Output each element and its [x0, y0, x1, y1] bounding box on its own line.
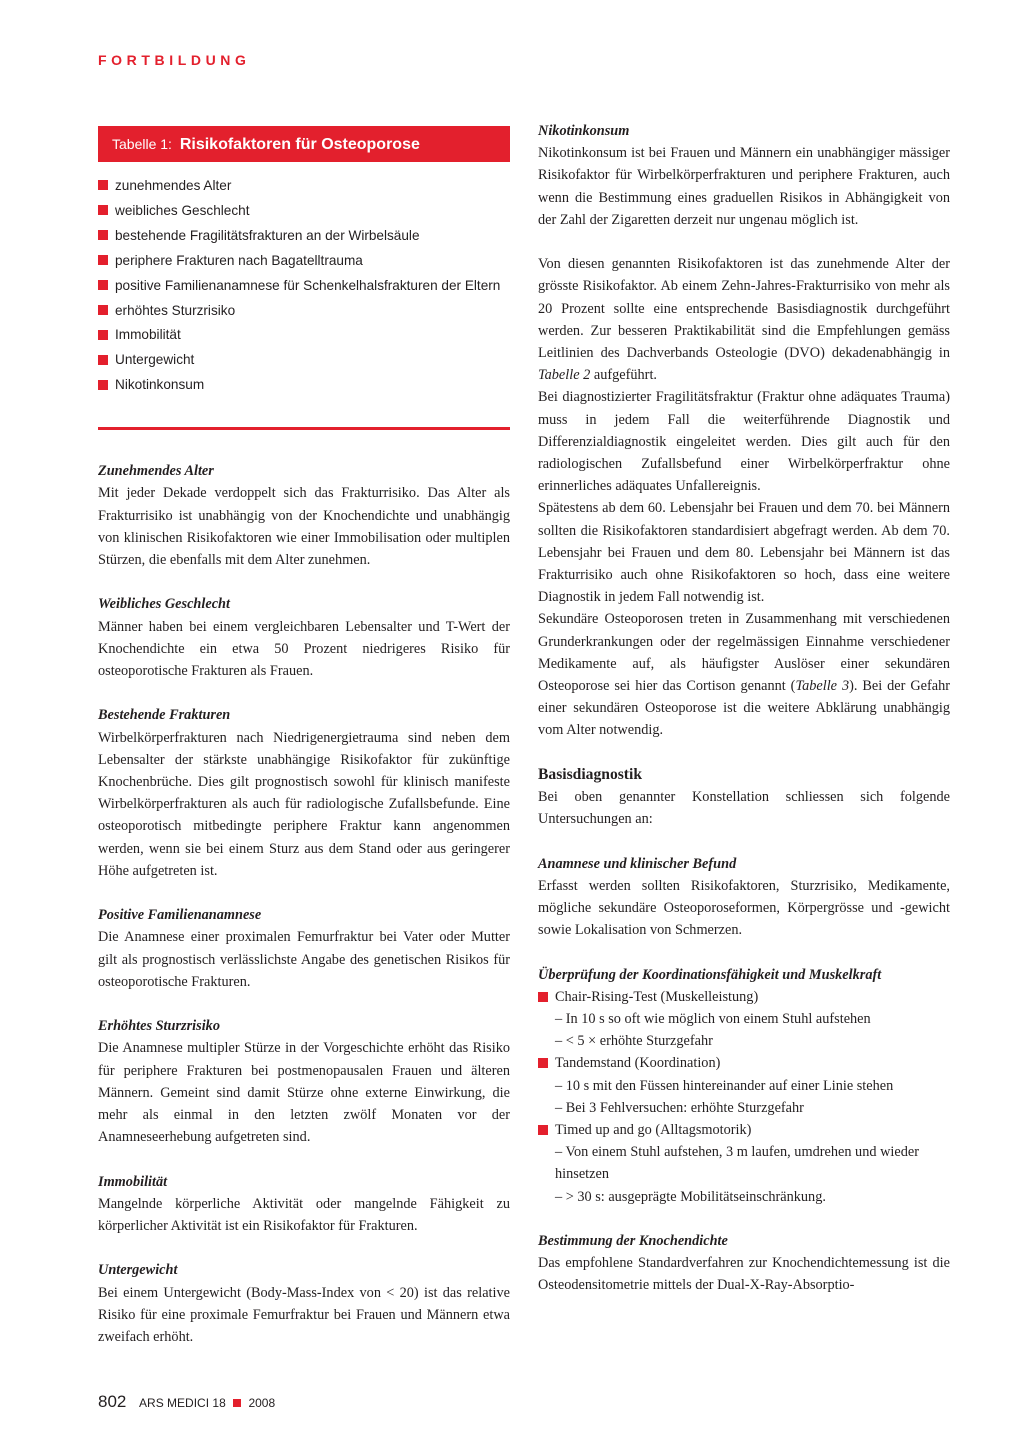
- section-nikotinkonsum: [538, 120, 950, 231]
- section-heading: Bestehende Frakturen: [98, 707, 231, 724]
- list-subitem: – Bei 3 Fehlversuchen: erhöhte Sturzgefahr: [555, 1099, 804, 1116]
- section-weibliches-geschlecht: [98, 593, 510, 682]
- page-number: 802: [98, 1392, 127, 1411]
- test-list: [538, 986, 950, 1208]
- list-subitem: – < 5 × erhöhte Sturzgefahr: [555, 1033, 713, 1050]
- list-item: Chair-Rising-Test (Muskelleistung): [538, 986, 950, 1008]
- list-item: Timed up and go (Alltagsmotorik): [538, 1119, 950, 1141]
- section-text: Die Anamnese einer proximalen Femurfraktur bei Vater oder Mutter gilt als prognostisch verlässlichste Angabe des genetischen Risikos für osteoporotische Frakturen.: [98, 929, 510, 990]
- page-footer: [98, 1392, 275, 1412]
- section-text: Bei einem Untergewicht (Body-Mass-Index von < 20) ist das relative Risiko für eine proximale Femurfraktur bei Frauen und Männern etwa zweifach erhöht.: [98, 1284, 510, 1345]
- paragraph: Sekundäre Osteoporosen treten in Zusammenhang mit verschiedenen Grunderkrankungen oder der regelmässigen Einnahme verschiedener Medikamente auf, als häufigster Auslöser einer sekundären Osteoporose sei hier das Cortison genannt (Tabelle 3). Bei der Gefahr einer sekundären Osteoporose ist die weitere Abklärung unabhängig vom Alter notwendig.: [538, 611, 951, 739]
- square-bullet-icon: [98, 205, 108, 215]
- table-title: Risikofaktoren für Osteoporose: [179, 136, 420, 153]
- section-heading: Zunehmendes Alter: [98, 463, 214, 480]
- subheading: Basisdiagnostik: [538, 765, 643, 783]
- section-heading: Nikotinkonsum: [538, 123, 630, 139]
- square-bullet-icon: [538, 1058, 548, 1068]
- section-koordination: [538, 964, 950, 1208]
- list-item: weibliches Geschlecht: [98, 199, 510, 224]
- section-knochendichte: [538, 1230, 950, 1297]
- body-text-block: [538, 253, 950, 741]
- journal-name: ARS MEDICI 18: [139, 1396, 226, 1410]
- section-untergewicht: [98, 1259, 510, 1348]
- list-item: Untergewicht: [98, 348, 510, 373]
- square-bullet-icon: [98, 355, 108, 365]
- square-bullet-icon: [98, 180, 108, 190]
- list-item: Nikotinkonsum: [98, 373, 510, 398]
- section-basisdiagnostik: [538, 764, 950, 831]
- section-familienanamnese: [98, 904, 510, 993]
- table-bottom-rule: [98, 427, 510, 430]
- section-heading: Bestimmung der Knochendichte: [538, 1233, 728, 1250]
- section-heading: Positive Familienanamnese: [98, 907, 262, 924]
- square-bullet-icon: [98, 255, 108, 265]
- section-anamnese: [538, 853, 950, 942]
- paragraph: Spätestens ab dem 60. Lebensjahr bei Frauen und dem 70. bei Männern sollten die Risikofaktoren standardisiert abgefragt werden. Ab dem 70. Lebensjahr bei Frauen und dem 80. Lebensjahr bei Männern ist das Frakturrisiko auch ohne Risikofaktoren so hoch, dass eine weitere Diagnostik in jedem Fall notwendig ist.: [538, 500, 950, 606]
- journal-year: 2008: [248, 1396, 276, 1410]
- section-text: Wirbelkörperfrakturen nach Niedrigenergietrauma sind neben dem Lebensalter der stärkste unabhängige Risikofaktor für zukünftige Knochenbrüche. Dies gilt prognostisch sowohl für klinisch manifeste Wirbelkörperfrakturen als auch für radiologische Zufallsbefunde. Eine osteoporotisch mitbedingte periphere Fraktur kann angenommen werden, wenn sie bei einem Sturz aus dem Stand oder aus geringerer Höhe aufgetreten ist.: [98, 729, 510, 879]
- section-text: Männer haben bei einem vergleichbaren Lebensalter und T-Wert der Knochendichte ein etwa 50 Prozent niedrigeres Risiko für osteoporotische Frakturen als Frauen.: [98, 618, 510, 679]
- paragraph: Von diesen genannten Risikofaktoren ist das zunehmende Alter der grösste Risikofaktor. Ab einem Zehn-Jahres-Frakturrisiko von mehr als 20 Prozent sollte eine entsprechende Basisdiagnostik durchgeführt werden. Zur besseren Praktikabilität sind die Empfehlungen gemäss Leitlinien des Dachverbands Osteologie (DVO) dekadenabhängig in Tabelle 2 aufgeführt.: [538, 256, 950, 384]
- section-heading: Weibliches Geschlecht: [98, 596, 230, 613]
- section-heading: Untergewicht: [98, 1262, 178, 1279]
- section-heading: Immobilität: [98, 1173, 168, 1190]
- section-text: Mangelnde körperliche Aktivität oder mangelnde Fähigkeit zu körperlicher Aktivität ist ein Risikofaktor für Frakturen.: [98, 1195, 510, 1234]
- section-sturzrisiko: [98, 1015, 510, 1148]
- square-bullet-icon: [538, 992, 548, 1002]
- section-label: FORTBILDUNG: [98, 52, 251, 68]
- section-text: Bei oben genannter Konstellation schliessen sich folgende Untersuchungen an:: [538, 789, 950, 828]
- square-bullet-icon: [98, 380, 108, 390]
- left-column: [98, 126, 510, 1370]
- square-bullet-icon: [98, 280, 108, 290]
- section-heading: Erhöhtes Sturzrisiko: [98, 1018, 220, 1035]
- section-heading: Anamnese und klinischer Befund: [538, 855, 737, 872]
- square-bullet-icon: [98, 305, 108, 315]
- list-item: Immobilität: [98, 323, 510, 348]
- list-item: erhöhtes Sturzrisiko: [98, 299, 510, 324]
- table-reference: Tabelle 3: [795, 678, 850, 695]
- list-subitem: – Von einem Stuhl aufstehen, 3 m laufen, umdrehen und wieder hinsetzen: [555, 1144, 919, 1183]
- list-subitem: – 10 s mit den Füssen hintereinander auf einer Linie stehen: [555, 1077, 894, 1094]
- risk-factor-table: [98, 126, 510, 430]
- risk-factor-list: [98, 174, 510, 398]
- table-title-bar: [98, 126, 510, 162]
- list-subitem: – In 10 s so oft wie möglich von einem Stuhl aufstehen: [555, 1011, 871, 1028]
- section-text: Erfasst werden sollten Risikofaktoren, Sturzrisiko, Medikamente, mögliche sekundäre Osteoporoseformen, Körpergrösse und -gewicht sowie Lokalisation von Schmerzen.: [538, 877, 950, 939]
- list-item: bestehende Fragilitätsfrakturen an der Wirbelsäule: [98, 224, 510, 249]
- paragraph: Bei diagnostizierter Fragilitätsfraktur (Fraktur ohne adäquates Trauma) muss in jedem Fall die weiterführende Diagnostik und Differenzialdiagnostik eingeleitet werden. Dies gilt auch für den radiologischen Zufallsbefund einer Wirbelkörperfraktur ohne erinnerliches adäquates Unfallereignis.: [538, 389, 950, 495]
- section-text: Die Anamnese multipler Stürze in der Vorgeschichte erhöht das Risiko für periphere Frakturen bei postmenopausalen Frauen und älteren Männern. Gemeint sind damit Stürze ohne externe Einwirkung, die mehr als einmal in den letzten zwölf Monaten vor der Anamneseerhebung aufgetreten sind.: [98, 1040, 510, 1146]
- section-text: Nikotinkonsum ist bei Frauen und Männern ein unabhängiger mässiger Risikofaktor für Wirbelkörperfrakturen und periphere Frakturen, auch wenn die Bestimmung eines graduellen Risikos in Abhängigkeit von der Zahl der Zigaretten derzeit nur ungenau möglich ist.: [538, 145, 950, 228]
- right-column: [538, 120, 950, 1319]
- list-item: Tandemstand (Koordination): [538, 1052, 950, 1074]
- square-bullet-icon: [538, 1125, 548, 1135]
- section-heading: Überprüfung der Koordinationsfähigkeit und Muskelkraft: [538, 966, 882, 983]
- table-label: Tabelle 1:: [112, 136, 172, 152]
- square-bullet-icon: [98, 230, 108, 240]
- section-immobilitaet: [98, 1171, 510, 1238]
- section-bestehende-frakturen: [98, 704, 510, 882]
- table-reference: Tabelle 2: [538, 367, 591, 384]
- square-separator-icon: [233, 1399, 241, 1407]
- list-item: zunehmendes Alter: [98, 174, 510, 199]
- list-subitem: – > 30 s: ausgeprägte Mobilitätseinschränkung.: [555, 1188, 826, 1205]
- section-text: Das empfohlene Standardverfahren zur Knochendichtemessung ist die Osteodensitometrie mittels der Dual-X-Ray-Absorptio-: [538, 1255, 950, 1294]
- square-bullet-icon: [98, 330, 108, 340]
- section-text: Mit jeder Dekade verdoppelt sich das Frakturrisiko. Das Alter als Frakturrisiko ist unabhängig von der Knochendichte und unabhängig von klinischen Risikofaktoren wie einer Immobilisation oder multiplen Stürzen, die ebenfalls mit dem Alter zunehmen.: [98, 485, 510, 568]
- section-zunehmendes-alter: [98, 460, 510, 571]
- list-item: positive Familienanamnese für Schenkelhalsfrakturen der Eltern: [98, 274, 510, 299]
- list-item: periphere Frakturen nach Bagatelltrauma: [98, 249, 510, 274]
